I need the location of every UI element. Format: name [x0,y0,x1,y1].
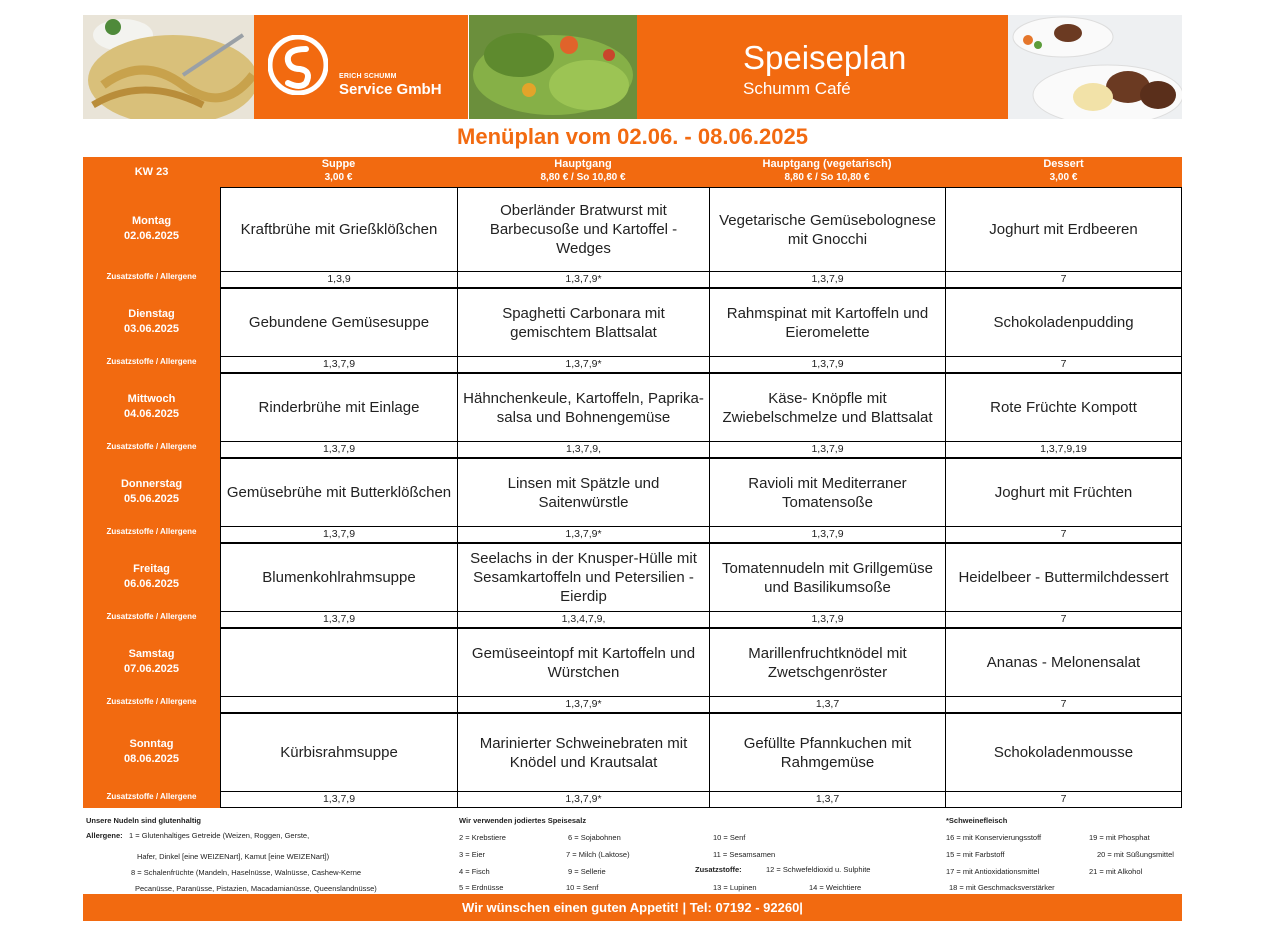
veg-header [709,157,945,187]
allergen-veg: 1,3,7,9 [709,271,946,288]
day-name: Dienstag [128,308,175,320]
allergen-label: Zusatzstoffe / Allergene [106,612,197,621]
allergen-row-label [83,441,220,458]
allergen-main: 1,3,7,9* [457,526,710,543]
allergen-row-label [83,271,220,288]
dish-dessert: Joghurt mit Früchten [945,458,1182,527]
allergen-row-label [83,696,220,713]
column-price: 8,80 € / So 10,80 € [540,172,626,183]
dish-soup [220,628,458,697]
main-header [457,157,709,187]
legend-item: 1 = Glutenhaltiges Getreide (Weizen, Roggen, Gerste, [129,831,310,840]
allergen-main: 1,3,7,9, [457,441,710,458]
allergen-row-label [83,611,220,628]
day-label-5 [83,628,220,696]
allergen-veg: 1,3,7,9 [709,441,946,458]
allergen-soup [220,696,458,713]
dish-soup: Gemüsebrühe mit Butterklößchen [220,458,458,527]
day-label-3 [83,458,220,526]
title-block [637,15,1008,119]
day-name: Mittwoch [127,393,176,405]
allergen-label: Zusatzstoffe / Allergene [106,442,197,451]
allergen-veg: 1,3,7 [709,791,946,808]
legend-allergens-label: Allergene: [86,831,123,840]
allergen-main: 1,3,4,7,9, [457,611,710,628]
allergen-dessert: 7 [945,611,1182,628]
legend-item: 10 = Senf [566,883,599,892]
column-label: Hauptgang [554,158,612,170]
menu-period-title: Menüplan vom 02.06. - 08.06.2025 [457,124,808,149]
dish-soup: Kürbisrahmsuppe [220,713,458,792]
dish-dessert: Schokoladenpudding [945,288,1182,357]
legend-item: 7 = Milch (Laktose) [566,850,630,859]
allergen-soup: 1,3,7,9 [220,441,458,458]
allergen-veg: 1,3,7 [709,696,946,713]
day-label-1 [83,288,220,356]
allergen-row-label [83,356,220,373]
dish-veg: Marillenfruchtknödel mit Zwetschgenröster [709,628,946,697]
dish-dessert: Rote Früchte Kompott [945,373,1182,442]
legend-item: 6 = Sojabohnen [568,833,621,842]
day-date: 06.06.2025 [123,578,180,590]
allergen-label: Zusatzstoffe / Allergene [106,527,197,536]
soup-header [220,157,457,187]
legend-item: 15 = mit Farbstoff [946,850,1005,859]
day-date: 08.06.2025 [123,753,180,765]
allergen-dessert: 7 [945,271,1182,288]
legend-item: 19 = mit Phosphat [1089,833,1150,842]
column-price: 8,80 € / So 10,80 € [784,172,870,183]
allergen-label: Zusatzstoffe / Allergene [106,697,197,706]
day-name: Montag [131,215,172,227]
allergen-dessert: 7 [945,356,1182,373]
dish-main: Linsen mit Spätzle und Saitenwürstle [457,458,710,527]
allergen-soup: 1,3,7,9 [220,611,458,628]
dish-main: Gemüseeintopf mit Kartoffeln und Würstchen [457,628,710,697]
allergen-main: 1,3,7,9* [457,791,710,808]
column-label: Hauptgang (vegetarisch) [762,158,892,170]
dish-main: Marinierter Schweinebraten mit Knödel und Krautsalat [457,713,710,792]
column-label: Suppe [321,158,356,170]
day-date: 05.06.2025 [123,493,180,505]
dish-main: Spaghetti Carbonara mit gemischtem Blattsalat [457,288,710,357]
legend-item: 9 = Sellerie [568,867,606,876]
legend-item: 12 = Schwefeldioxid u. Sulphite [766,865,871,874]
day-name: Freitag [133,563,170,575]
page-title: Speiseplan [743,39,907,76]
legend-item: 8 = Schalenfrüchte (Mandeln, Haselnüsse, Walnüsse, Cashew-Kerne [131,868,362,877]
logo-mark-icon [268,35,328,95]
day-date: 02.06.2025 [123,230,180,242]
allergen-dessert: 7 [945,526,1182,543]
allergen-soup: 1,3,9 [220,271,458,288]
dish-dessert: Heidelbeer - Buttermilchdessert [945,543,1182,612]
legend-item: 5 = Erdnüsse [459,883,504,892]
header-banner [83,15,1182,119]
legend-zusatz-label: Zusatzstoffe: [695,865,742,874]
legend-item: Hafer, Dinkel [eine WEIZENart], Kamut [eine WEIZENart]) [137,852,330,861]
dish-veg: Käse- Knöpfle mit Zwiebelschmelze und Blattsalat [709,373,946,442]
dish-veg: Gefüllte Pfannkuchen mit Rahmgemüse [709,713,946,792]
allergen-label: Zusatzstoffe / Allergene [106,792,197,801]
dish-veg: Ravioli mit Mediterraner Tomatensoße [709,458,946,527]
allergen-row-label [83,526,220,543]
day-label-6 [83,713,220,791]
column-price: 3,00 € [324,172,353,183]
page-subtitle: Schumm Café [743,79,851,98]
allergen-main: 1,3,7,9* [457,271,710,288]
dish-soup: Blumenkohlrahmsuppe [220,543,458,612]
legend-item: 14 = Weichtiere [809,883,862,892]
column-label: Dessert [1043,158,1084,170]
allergen-soup: 1,3,7,9 [220,526,458,543]
legend-item: 2 = Krebstiere [459,833,506,842]
dish-soup: Gebundene Gemüsesuppe [220,288,458,357]
food-photo-meatballs [1008,15,1182,119]
legend-item: 18 = mit Geschmacksverstärker [949,883,1055,892]
food-photo-salad [469,15,637,119]
day-date: 03.06.2025 [123,323,180,335]
dish-veg: Rahmspinat mit Kartoffeln und Eieromelette [709,288,946,357]
allergen-soup: 1,3,7,9 [220,791,458,808]
allergen-veg: 1,3,7,9 [709,356,946,373]
allergen-label: Zusatzstoffe / Allergene [106,357,197,366]
allergen-main: 1,3,7,9* [457,356,710,373]
footer-bar: Wir wünschen einen guten Appetit! | Tel: 07192 - 92260| [83,894,1182,921]
day-name: Donnerstag [120,478,183,490]
food-photo-pasta [83,15,254,119]
dish-dessert: Schokoladenmousse [945,713,1182,792]
dish-dessert: Joghurt mit Erdbeeren [945,187,1182,272]
dish-dessert: Ananas - Melonensalat [945,628,1182,697]
legend-item: 21 = mit Alkohol [1089,867,1143,876]
legend-item: 13 = Lupinen [713,883,757,892]
allergen-dessert: 7 [945,696,1182,713]
allergen-soup: 1,3,7,9 [220,356,458,373]
day-name: Sonntag [129,738,174,750]
dish-main: Hähnchenkeule, Kartoffeln, Paprika-salsa und Bohnengemüse [457,373,710,442]
logo-company-name: Service GmbH [339,81,442,98]
legend-item: 17 = mit Antioxidationsmittel [946,867,1040,876]
dish-soup: Kraftbrühe mit Grießklößchen [220,187,458,272]
allergen-dessert: 7 [945,791,1182,808]
legend-item: 3 = Eier [459,850,486,859]
legend-pork: *Schweinefleisch [946,816,1008,825]
day-label-0 [83,187,220,271]
allergen-main: 1,3,7,9* [457,696,710,713]
legend-item: 4 = Fisch [459,867,490,876]
legend-noodles: Unsere Nudeln sind glutenhaltig [86,816,202,825]
dish-main: Oberländer Bratwurst mit Barbecusoße und Kartoffel - Wedges [457,187,710,272]
dish-soup: Rinderbrühe mit Einlage [220,373,458,442]
dish-veg: Tomatennudeln mit Grillgemüse und Basilikumsoße [709,543,946,612]
allergen-veg: 1,3,7,9 [709,526,946,543]
day-name: Samstag [128,648,175,660]
day-date: 07.06.2025 [123,663,180,675]
legend-item: 20 = mit Süßungsmittel [1097,850,1174,859]
day-date: 04.06.2025 [123,408,180,420]
allergen-legend [83,812,1182,896]
dish-veg: Vegetarische Gemüsebolognese mit Gnocchi [709,187,946,272]
legend-item: 16 = mit Konservierungsstoff [946,833,1042,842]
day-label-4 [83,543,220,611]
company-logo [254,15,468,119]
allergen-dessert: 1,3,7,9,19 [945,441,1182,458]
legend-item: 10 = Senf [713,833,746,842]
allergen-row-label [83,791,220,808]
allergen-label: Zusatzstoffe / Allergene [106,272,197,281]
column-price: 3,00 € [1049,172,1078,183]
legend-item: 11 = Sesamsamen [713,850,776,859]
legend-item: Pecanüsse, Paranüsse, Pistazien, Macadamianüsse, Queenslandnüsse) [135,884,377,893]
allergen-veg: 1,3,7,9 [709,611,946,628]
dessert-header [945,157,1182,187]
legend-iodine: Wir verwenden jodiertes Speisesalz [459,816,587,825]
logo-small-text: ERICH SCHUMM [339,73,397,80]
week-header: KW 23 [83,157,220,187]
day-label-2 [83,373,220,441]
dish-main: Seelachs in der Knusper-Hülle mit Sesamkartoffeln und Petersilien - Eierdip [457,543,710,612]
